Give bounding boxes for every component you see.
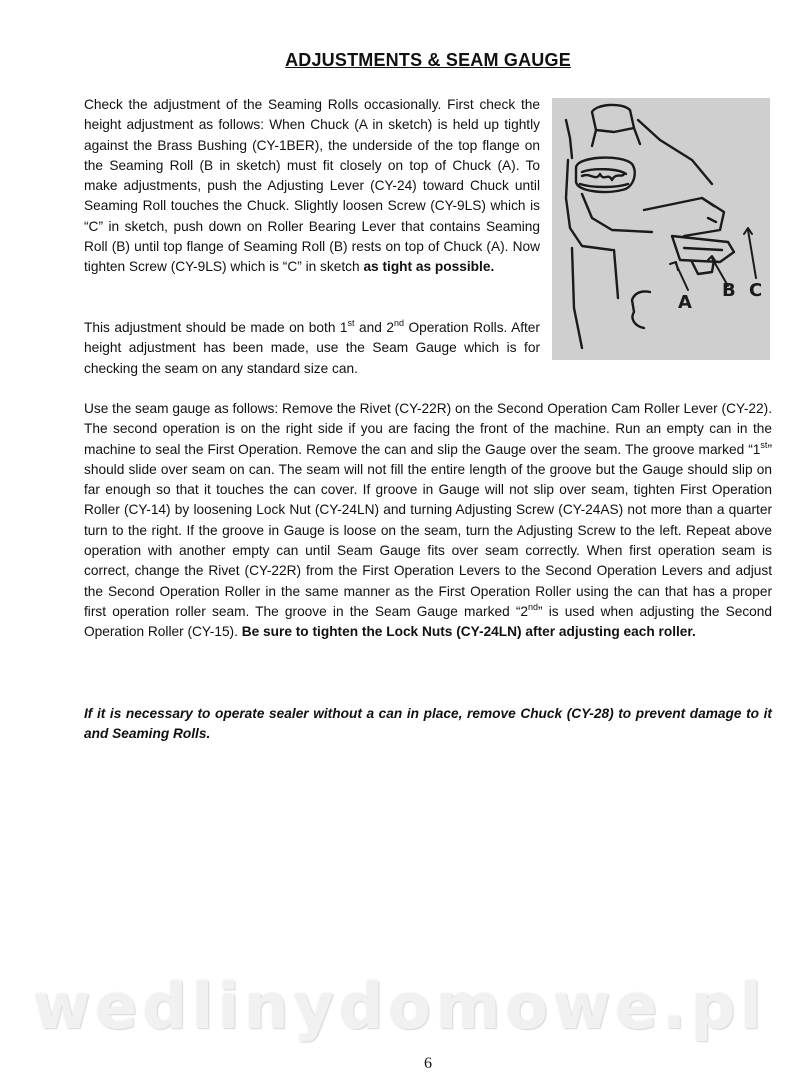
paragraph-height-adjustment xyxy=(84,95,540,278)
paragraph-text: ” should slide over seam on can. The seam will not fill the entire length of the groove but the Gauge should slip on far enough so that it touches the can cover. If groove in Gauge will not slip over seam, tighten First Operation Roller (CY-14) by loosening Lock Nut (CY-24LN) and turning Adjusting Screw (CY-24AS) not more than a quarter turn to the right. If the groove in Gauge is loose on the seam, turn the Adjusting Screw to the left. Repeat above operation with another empty can until Seam Gauge fits over seam correctly. When first operation seam is correct, change the Rivet (CY-22R) from the First Operation Levers to the Second Operation Levers and adjust the Second Operation Roller in the same manner as the First Operation Roller using the can that has a proper first operation roller seam. The groove in the Seam Gauge marked “2 xyxy=(84,441,772,619)
paragraph-text: ” is used when adjusting the Second Operation Roller (CY-15). xyxy=(84,603,772,640)
emphasis-text: Be sure to tighten the Lock Nuts (CY-24LN) after adjusting each roller. xyxy=(241,624,696,640)
sketch-label-b: B xyxy=(722,280,736,301)
sketch-label-a: A xyxy=(678,292,692,313)
paragraph-operation-rolls xyxy=(84,318,540,379)
paragraph-seam-gauge-usage xyxy=(84,399,772,643)
sketch-drawing xyxy=(552,98,770,360)
seaming-roll-sketch xyxy=(552,98,770,360)
watermark: wedlinydomowe.pl xyxy=(33,970,767,1043)
warning-paragraph: If it is necessary to operate sealer without a can in place, remove Chuck (CY-28) to prevent damage to it and Seaming Rolls. xyxy=(84,706,772,742)
sketch-label-c: C xyxy=(749,280,763,301)
page-title: ADJUSTMENTS & SEAM GAUGE xyxy=(285,50,571,70)
page-number: 6 xyxy=(424,1055,432,1072)
superscript: nd xyxy=(394,318,405,328)
superscript: st xyxy=(347,318,355,328)
paragraph-text: and 2 xyxy=(354,320,394,335)
paragraph-text: Use the seam gauge as follows: Remove the Rivet (CY-22R) on the Second Operation Cam Roller Lever (CY-22). The second operation is on the right side if you are facing the front of the machine. Run an empty can in the machine to seal the First Operation. Remove the can and slip the Gauge over the seam. The groove marked “1 xyxy=(84,401,772,457)
superscript: nd xyxy=(528,601,539,612)
paragraph-text: Operation Rolls. After height adjustment has been made, use the Seam Gauge which is for checking the seam on any standard size can. xyxy=(84,320,540,376)
emphasis-text: as tight as possible. xyxy=(363,259,495,275)
paragraph-text: Check the adjustment of the Seaming Rolls occasionally. First check the height adjustment as follows: When Chuck (A in sketch) is held up tightly against the Brass Bushing (CY-1BER), the underside of the top flange on the Seaming Roll (B in sketch) must fit closely on top of Chuck (A). To make adjustments, push the Adjusting Lever (CY-24) toward Chuck until Seaming Roll touches the Chuck. Slightly loosen Screw (CY-9LS) which is “C” in sketch, push down on Roller Bearing Lever that contains Seaming Roll (B) until top flange of Seaming Roll (B) rests on top of Chuck (A). Now tighten Screw (CY-9LS) which is “C” in sketch xyxy=(84,97,540,275)
superscript: st xyxy=(760,439,768,450)
paragraph-text: This adjustment should be made on both 1 xyxy=(84,320,348,335)
